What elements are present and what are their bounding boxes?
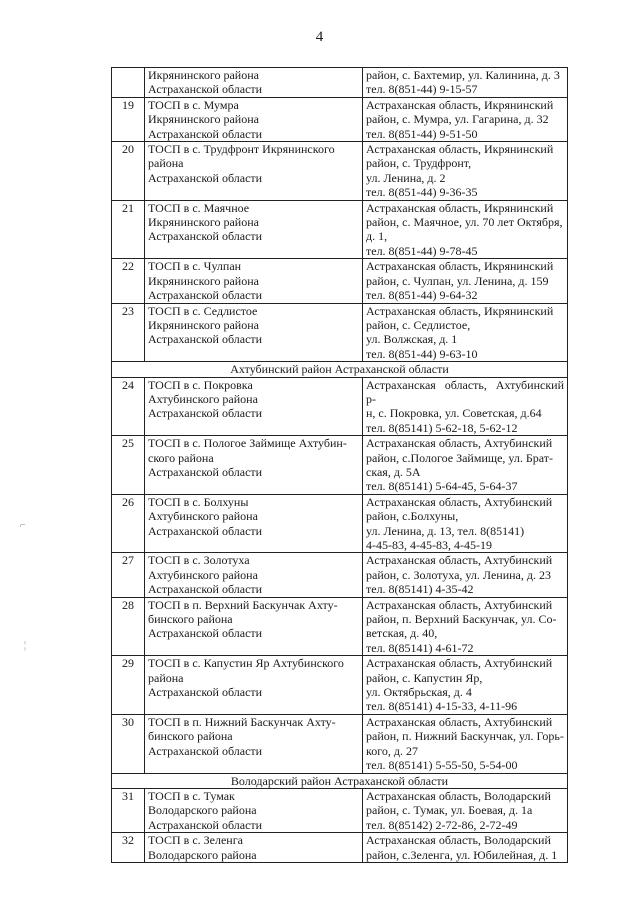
- office-name-line: Ахтубинского района: [148, 509, 258, 524]
- address-line: район, с. Маячное, ул. 70 лет Октября,: [366, 215, 563, 230]
- table-row: [112, 200, 568, 259]
- address-line: тел. 8(85141) 4-35-42: [366, 582, 474, 597]
- table-row: [112, 68, 568, 98]
- address-line: Астраханская область, Икрянинский: [366, 97, 554, 112]
- office-name-line: Астраханской области: [148, 464, 263, 479]
- office-name-cell: [145, 833, 363, 863]
- office-name-line: ТОСП в с. Чулпан: [148, 259, 242, 274]
- row-number: 25: [112, 436, 145, 495]
- address-line: ул. Ленина, д. 2: [366, 170, 446, 185]
- address-line: кого, д. 27: [366, 743, 418, 758]
- offices-table-body: [112, 68, 568, 863]
- office-address-cell: [363, 436, 568, 495]
- address-line: тел. 8(85141) 4-61-72: [366, 640, 474, 655]
- office-name-line: ТОСП в с. Золотуха: [148, 553, 250, 568]
- address-line: тел. 8(851-44) 9-15-57: [366, 82, 478, 97]
- table-row: [112, 303, 568, 362]
- address-line: Астраханская область, Ахтубинский: [366, 656, 553, 671]
- row-number: 24: [112, 377, 145, 436]
- office-address-cell: [363, 142, 568, 201]
- address-line: район, п. Верхний Баскунчак, ул. Со-: [366, 612, 557, 627]
- office-name-cell: [145, 788, 363, 832]
- address-line: район, с. Тумак, ул. Боевая, д. 1а: [366, 803, 533, 818]
- office-name-line: Икрянинского района: [148, 112, 259, 127]
- office-name-line: ского района: [148, 450, 214, 465]
- section-title: Ахтубинский район Астраханской области: [112, 362, 568, 377]
- office-address-cell: [363, 259, 568, 303]
- office-name-line: Астраханской области: [148, 288, 263, 303]
- address-line: Астраханская область, Володарский: [366, 788, 551, 803]
- address-line: тел. 8(851-44) 9-64-32: [366, 288, 478, 303]
- address-line: н, с. Покровка, ул. Советская, д.64: [366, 406, 542, 421]
- office-name-line: района: [148, 156, 184, 171]
- section-header-row: [112, 362, 568, 377]
- address-line: Астраханская область, Ахтубинский р-: [366, 377, 564, 406]
- address-line: д. 1,: [366, 229, 388, 244]
- office-address-cell: [363, 833, 568, 863]
- office-name-cell: [145, 436, 363, 495]
- address-line: ская, д. 5А: [366, 464, 421, 479]
- table-row: [112, 436, 568, 495]
- row-number: 28: [112, 597, 145, 656]
- office-name-line: Икрянинского района: [148, 273, 259, 288]
- address-line: тел. 8(85142) 2-72-86, 2-72-49: [366, 817, 518, 832]
- office-name-cell: [145, 597, 363, 656]
- row-number: 32: [112, 833, 145, 863]
- address-line: район, с.Пологое Займище, ул. Брат-: [366, 450, 554, 465]
- office-name-cell: [145, 377, 363, 436]
- office-name-line: ТОСП в с. Мумра: [148, 97, 239, 112]
- office-name-cell: [145, 553, 363, 597]
- office-name-line: района: [148, 670, 184, 685]
- office-name-cell: [145, 68, 363, 98]
- address-line: район, п. Нижний Баскунчак, ул. Горь-: [366, 729, 564, 744]
- office-name-line: Икрянинского района: [148, 317, 259, 332]
- table-row: [112, 714, 568, 773]
- section-title: Володарский район Астраханской области: [112, 773, 568, 788]
- address-line: район, с. Седлистое,: [366, 317, 471, 332]
- address-line: район, с. Золотуха, ул. Ленина, д. 23: [366, 567, 551, 582]
- office-name-cell: [145, 494, 363, 553]
- table-row: [112, 656, 568, 715]
- office-name-line: ТОСП в с. Зеленга: [148, 833, 243, 848]
- offices-table: [111, 67, 568, 863]
- office-name-line: Астраханской области: [148, 406, 263, 421]
- row-number: 27: [112, 553, 145, 597]
- office-name-line: Астраханской области: [148, 582, 263, 597]
- office-name-line: ТОСП в с. Маячное: [148, 200, 250, 215]
- address-line: Астраханская область, Володарский: [366, 833, 551, 848]
- row-number: 21: [112, 200, 145, 259]
- office-name-line: Астраханской области: [148, 126, 263, 141]
- office-name-cell: [145, 200, 363, 259]
- office-name-line: Астраханской области: [148, 229, 263, 244]
- office-name-line: Астраханской области: [148, 743, 263, 758]
- office-name-line: ТОСП в п. Нижний Баскунчак Ахту-: [148, 714, 336, 729]
- row-number: 29: [112, 656, 145, 715]
- office-name-cell: [145, 142, 363, 201]
- address-line: Астраханская область, Ахтубинский: [366, 436, 553, 451]
- office-address-cell: [363, 656, 568, 715]
- address-line: район, с.Зеленга, ул. Юбилейная, д. 1: [366, 847, 558, 862]
- address-line: район, с. Бахтемир, ул. Калинина, д. 3: [366, 68, 560, 82]
- address-line: Астраханская область, Ахтубинский: [366, 553, 553, 568]
- table-row: [112, 97, 568, 141]
- office-name-line: ТОСП в п. Верхний Баскунчак Ахту-: [148, 597, 338, 612]
- office-name-line: ТОСП в с. Трудфронт Икрянинского: [148, 142, 335, 157]
- address-line: тел. 8(85141) 4-15-33, 4-11-96: [366, 699, 518, 714]
- address-line: Астраханская область, Икрянинский: [366, 303, 554, 318]
- office-name-cell: [145, 97, 363, 141]
- office-name-line: ТОСП в с. Покровка: [148, 377, 253, 392]
- address-line: Астраханская область, Икрянинский: [366, 142, 554, 157]
- address-line: район, с.Болхуны,: [366, 509, 459, 524]
- table-row: [112, 259, 568, 303]
- office-name-cell: [145, 303, 363, 362]
- row-number: 22: [112, 259, 145, 303]
- address-line: район, с. Чулпан, ул. Ленина, д. 159: [366, 273, 549, 288]
- address-line: тел. 8(851-44) 9-51-50: [366, 126, 478, 141]
- address-line: тел. 8(851-44) 9-78-45: [366, 243, 478, 258]
- table-row: [112, 788, 568, 832]
- address-line: тел. 8(85141) 5-55-50, 5-54-00: [366, 758, 518, 773]
- address-line: тел. 8(85141) 5-64-45, 5-64-37: [366, 479, 518, 494]
- office-address-cell: [363, 597, 568, 656]
- address-line: тел. 8(851-44) 9-63-10: [366, 346, 478, 361]
- address-line: район, с. Трудфронт,: [366, 156, 472, 171]
- page-number: 4: [315, 29, 324, 45]
- address-line: ул. Октябрьская, д. 4: [366, 685, 472, 700]
- office-name-line: ТОСП в с. Болхуны: [148, 494, 249, 509]
- office-address-cell: [363, 714, 568, 773]
- office-name-line: ТОСП в с. Седлистое: [148, 303, 258, 318]
- office-name-line: Астраханской области: [148, 626, 263, 641]
- office-name-line: Володарского района: [148, 847, 257, 862]
- office-name-line: Астраханской области: [148, 82, 263, 97]
- address-line: тел. 8(85141) 5-62-18, 5-62-12: [366, 420, 518, 435]
- row-number: 30: [112, 714, 145, 773]
- office-name-cell: [145, 656, 363, 715]
- address-line: Астраханская область, Ахтубинский: [366, 494, 553, 509]
- table-row: [112, 597, 568, 656]
- margin-mark: ⌐: [20, 520, 26, 531]
- office-name-line: Астраханской области: [148, 817, 263, 832]
- table-row: [112, 377, 568, 436]
- row-number: 26: [112, 494, 145, 553]
- office-name-line: Икрянинского района: [148, 68, 259, 82]
- office-name-line: Астраханской области: [148, 523, 263, 538]
- office-address-cell: [363, 377, 568, 436]
- row-number: [112, 68, 145, 98]
- office-name-line: Астраханской области: [148, 170, 263, 185]
- row-number: 19: [112, 97, 145, 141]
- address-line: ветская, д. 40,: [366, 626, 438, 641]
- table-row: [112, 142, 568, 201]
- margin-mark: ¦: [24, 640, 27, 651]
- table-row: [112, 494, 568, 553]
- office-name-line: ТОСП в с. Тумак: [148, 788, 235, 803]
- office-name-cell: [145, 259, 363, 303]
- office-address-cell: [363, 303, 568, 362]
- office-name-line: Астраханской области: [148, 332, 263, 347]
- address-line: Астраханская область, Ахтубинский: [366, 714, 553, 729]
- address-line: район, с. Капустин Яр,: [366, 670, 483, 685]
- section-header-row: [112, 773, 568, 788]
- table-row: [112, 833, 568, 863]
- office-name-line: бинского района: [148, 612, 233, 627]
- address-line: Астраханская область, Ахтубинский: [366, 597, 553, 612]
- office-address-cell: [363, 200, 568, 259]
- office-address-cell: [363, 553, 568, 597]
- office-name-line: Ахтубинского района: [148, 391, 258, 406]
- office-name-line: ТОСП в с. Капустин Яр Ахтубинского: [148, 656, 344, 671]
- row-number: 20: [112, 142, 145, 201]
- address-line: ул. Ленина, д. 13, тел. 8(85141): [366, 523, 525, 538]
- office-name-line: ТОСП в с. Пологое Займище Ахтубин-: [148, 436, 347, 451]
- address-line: тел. 8(851-44) 9-36-35: [366, 185, 478, 200]
- address-line: 4-45-83, 4-45-83, 4-45-19: [366, 538, 492, 552]
- office-name-cell: [145, 714, 363, 773]
- office-address-cell: [363, 788, 568, 832]
- address-line: Астраханская область, Икрянинский: [366, 200, 554, 215]
- office-address-cell: [363, 97, 568, 141]
- office-name-line: Володарского района: [148, 803, 257, 818]
- address-line: Астраханская область, Икрянинский: [366, 259, 554, 274]
- office-name-line: бинского района: [148, 729, 233, 744]
- office-name-line: Ахтубинского района: [148, 567, 258, 582]
- row-number: 31: [112, 788, 145, 832]
- row-number: 23: [112, 303, 145, 362]
- office-address-cell: [363, 68, 568, 98]
- address-line: район, с. Мумра, ул. Гагарина, д. 32: [366, 112, 549, 127]
- office-name-line: Астраханской области: [148, 685, 263, 700]
- address-line: ул. Волжская, д. 1: [366, 332, 458, 347]
- table-row: [112, 553, 568, 597]
- office-address-cell: [363, 494, 568, 553]
- office-name-line: Икрянинского района: [148, 215, 259, 230]
